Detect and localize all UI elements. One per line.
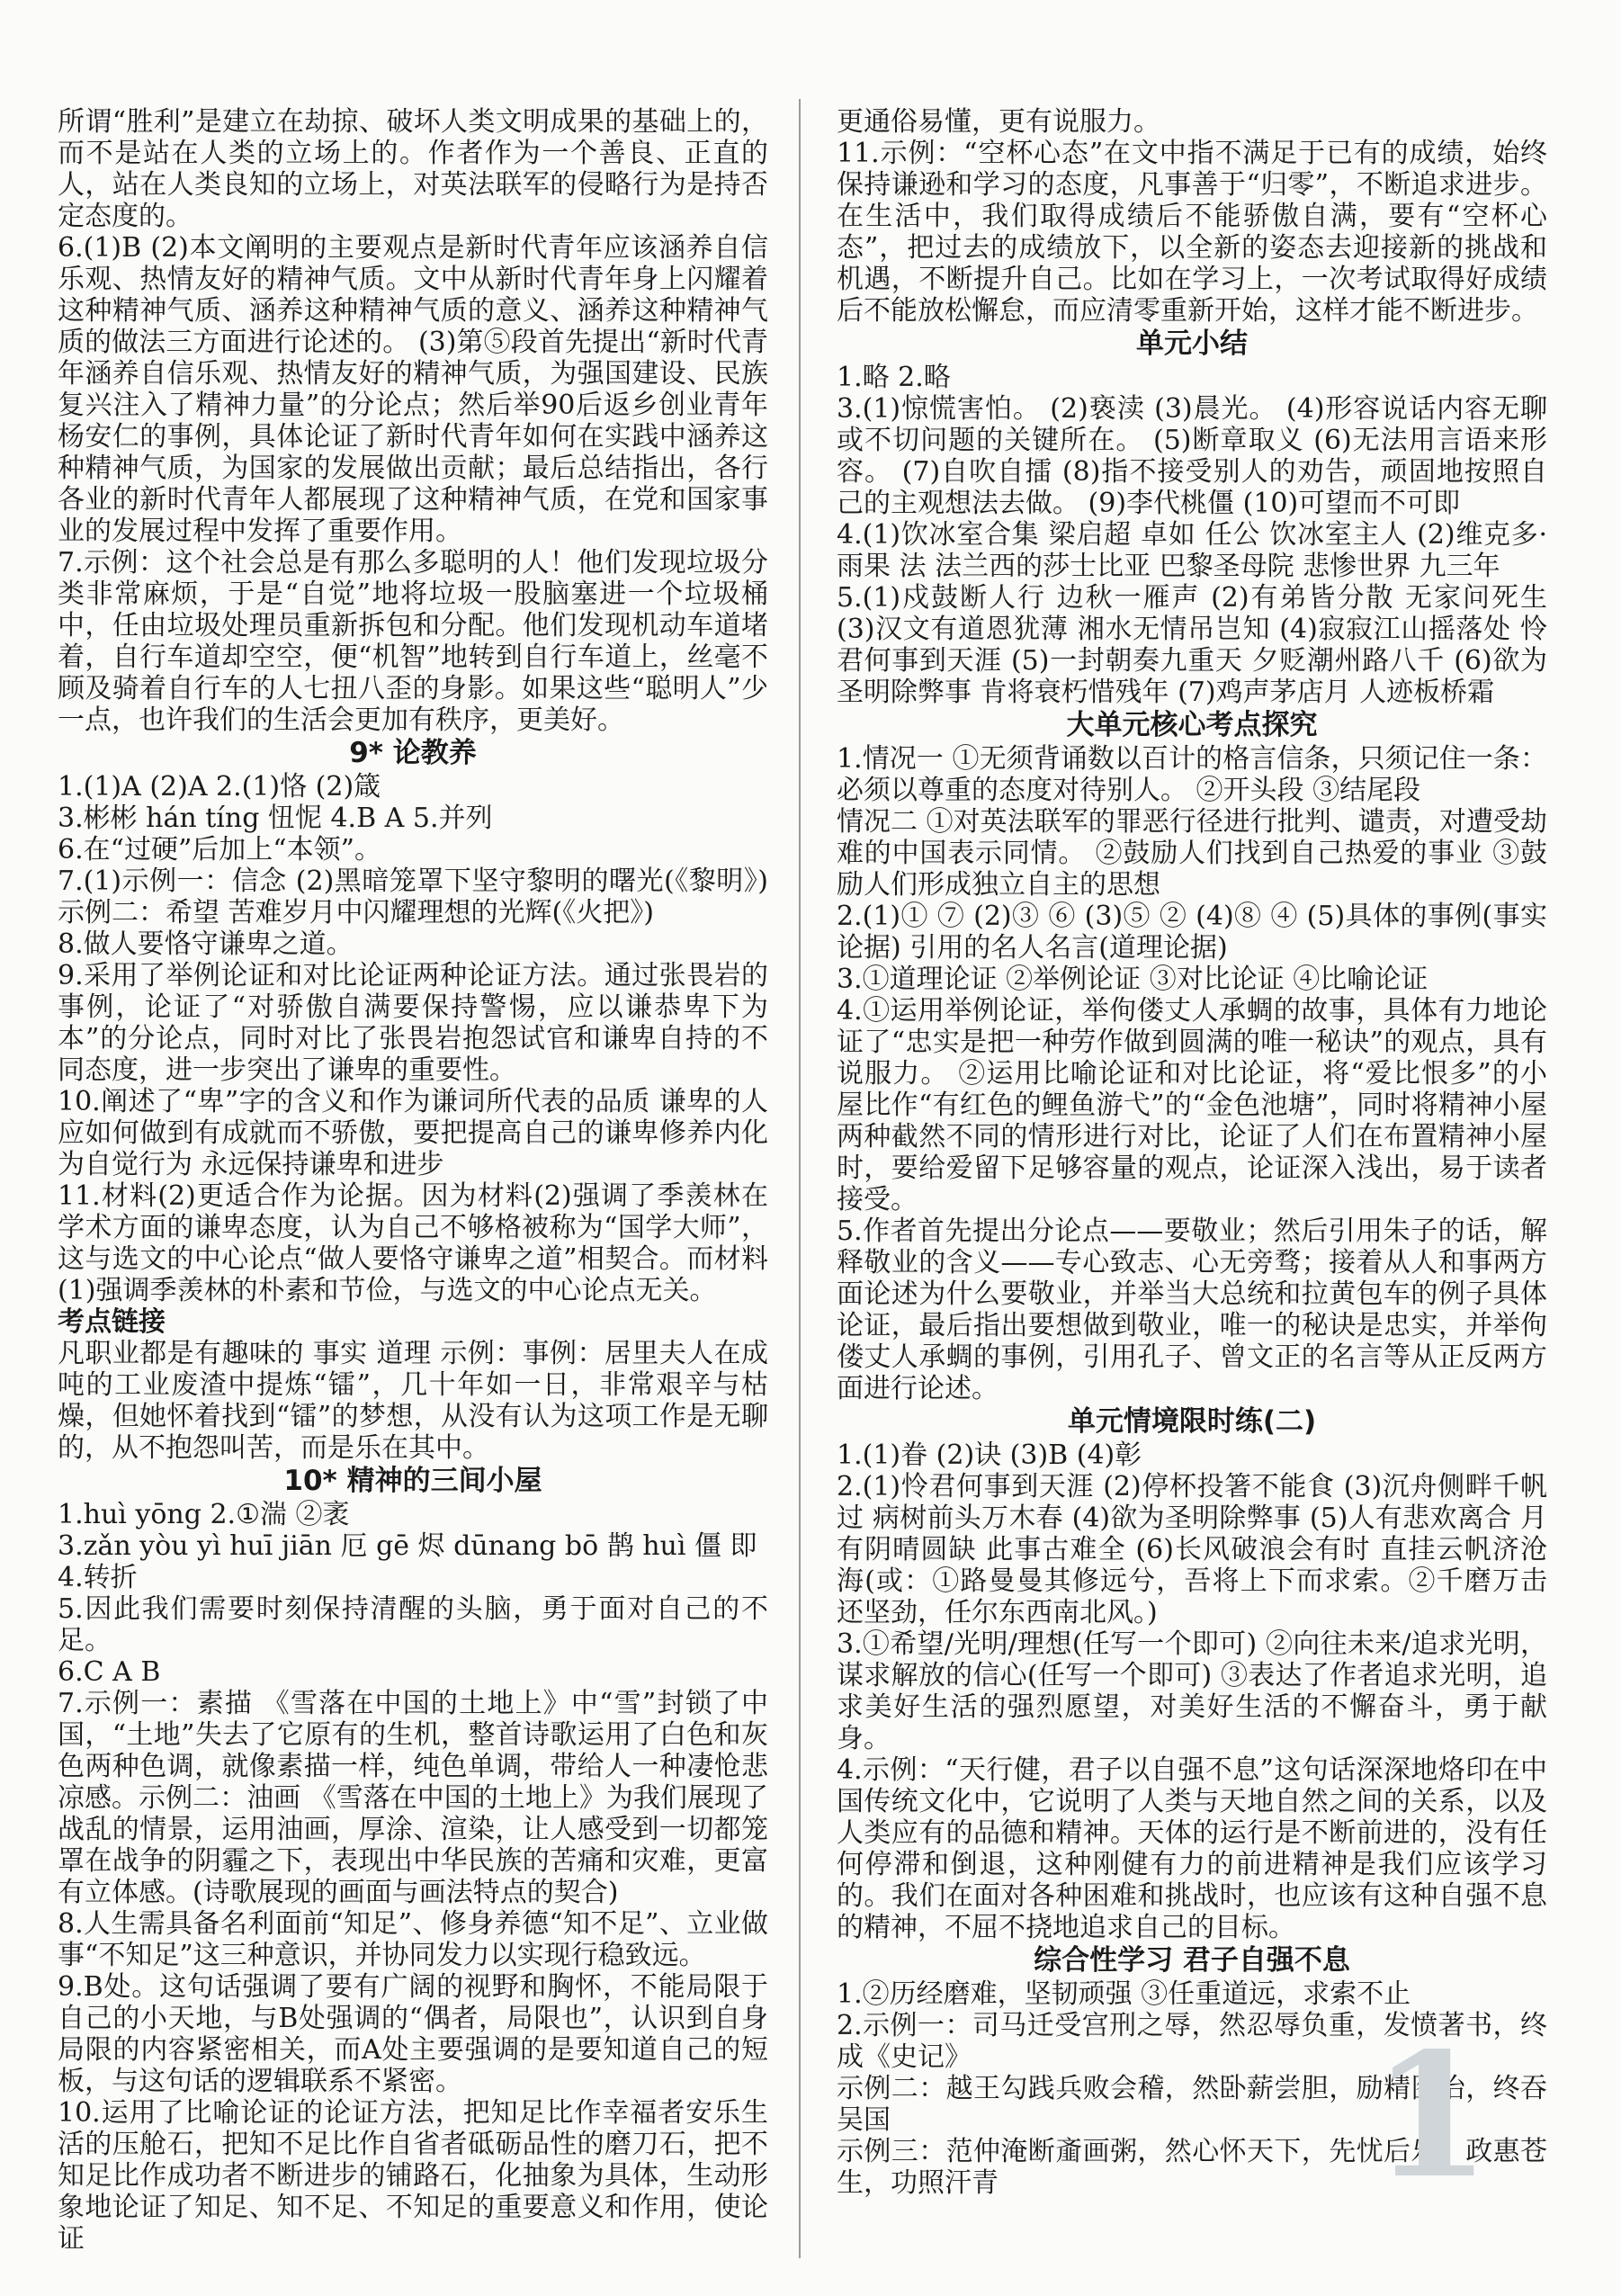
answer-paragraph: 5.(1)戍鼓断人行 边秋一雁声 (2)有弟皆分散 无家问死生 (3)汉文有道恩犹薄 湘水无情吊岂知 (4)寂寂江山摇落处 怜君何事到天涯 (5)一封朝奏九重天 夕贬潮州路八千 (6)欲为圣明除弊事 肯将衰朽惜残年 (7)鸡声茅店月 人迹板桥霜 [837,582,1547,708]
answer-paragraph: 1.(1)眷 (2)诀 (3)B (4)彰 [837,1439,1142,1471]
answer-paragraph: 11.材料(2)更适合作为论据。因为材料(2)强调了季羡林在学术方面的谦卑态度，认为自己不够格被称为“国学大师”，这与选文的中心论点“做人要恪守谦卑之道”相契合。而材料(1)强调季羡林的朴素和节俭，与选文的中心论点无关。 [58,1180,768,1306]
section-heading: 10* 精神的三间小屋 [283,1465,542,1497]
answer-paragraph: 7.(1)示例一：信念 (2)黑暗笼罩下坚守黎明的曙光(《黎明》) 示例二：希望 苦难岁月中闪耀理想的光辉(《火把》) [58,865,768,928]
answer-paragraph: 更通俗易懂，更有说服力。 [837,106,1160,138]
answer-paragraph: 1.情况一 ①无须背诵数以百计的格言信条，只须记住一条：必须以尊重的态度对待别人。 ②开头段 ③结尾段 [837,743,1547,806]
section-heading: 综合性学习 君子自强不息 [1034,1944,1350,1977]
answer-paragraph: 示例三：范仲淹断齑画粥，然心怀天下，先忧后乐，政惠苍生，功照汗青 [837,2136,1547,2199]
section-heading: 9* 论教养 [349,737,477,769]
answer-paragraph: 3.(1)惊慌害怕。 (2)亵渎 (3)晨光。 (4)形容说话内容无聊或不切问题的关键所在。 (5)断章取义 (6)无法用言语来形容。 (7)自吹自擂 (8)指不接受别人的劝告，顽固地按照自己的主观想法去做。 (9)李代桃僵 (10)可望而不可即 [837,393,1547,519]
answer-paragraph: 8.做人要恪守谦卑之道。 [58,928,354,960]
subsection-label: 考点链接 [58,1306,166,1338]
section-heading: 单元情境限时练(二) [1067,1405,1317,1438]
answer-paragraph: 1.②历经磨难，坚韧顽强 ③任重道远，求索不止 [837,1978,1411,2010]
right-column [837,106,1547,2199]
answer-paragraph: 4.(1)饮冰室合集 梁启超 卓如 任公 饮冰室主人 (2)维克多·雨果 法 法兰西的莎士比亚 巴黎圣母院 悲惨世界 九三年 [837,519,1547,582]
column-divider [799,99,801,2258]
page-number-watermark: 1 [1372,2015,1491,2216]
answer-paragraph: 1.(1)A (2)A 2.(1)恪 (2)箴 [58,771,381,803]
answer-paragraph: 6.C A B [58,1656,161,1688]
answer-paragraph: 2.(1)① ⑦ (2)③ ⑥ (3)⑤ ② (4)⑧ ④ (5)具体的事例(事实论据) 引用的名人名言(道理论据) [837,901,1547,964]
answer-paragraph: 4.转折 [58,1562,138,1593]
answer-paragraph: 7.示例：这个社会总是有那么多聪明的人！他们发现垃圾分类非常麻烦，于是“自觉”地将垃圾一股脑塞进一个垃圾桶中，任由垃圾处理员重新拆包和分配。他们发现机动车道堵着，自行车道却空空，便“机智”地转到自行车道上，丝毫不顾及骑着自行车的人七扭八歪的身影。如果这些“聪明人”少一点，也许我们的生活会更加有秩序，更美好。 [58,547,768,736]
left-column [58,106,768,2255]
answer-paragraph: 6.在“过硬”后加上“本领”。 [58,834,381,865]
section-heading: 大单元核心考点探究 [1066,709,1318,741]
answer-paragraph: 3.①道理论证 ②举例论证 ③对比论证 ④比喻论证 [837,964,1428,995]
answer-paragraph: 3.①希望/光明/理想(任写一个即可) ②向往未来/追求光明，谋求解放的信心(任写一个即可) ③表达了作者追求光明，追求美好生活的强烈愿望，对美好生活的不懈奋斗，勇于献身。 [837,1628,1547,1754]
answer-paragraph: 4.示例：“天行健，君子以自强不息”这句话深深地烙印在中国传统文化中，它说明了人类与天地自然之间的关系，以及人类应有的品德和精神。天体的运行是不断前进的，没有任何停滞和倒退，这种刚健有力的前进精神是我们应该学习的。我们在面对各种困难和挑战时，也应该有这种自强不息的精神，不屈不挠地追求自己的目标。 [837,1754,1547,1943]
section-heading: 单元小结 [1136,327,1248,360]
answer-paragraph: 6.(1)B (2)本文阐明的主要观点是新时代青年应该涵养自信乐观、热情友好的精神气质。文中从新时代青年身上闪耀着这种精神气质、涵养这种精神气质的意义、涵养这种精神气质的做法三方面进行论述的。 (3)第⑤段首先提出“新时代青年涵养自信乐观、热情友好的精神气质，为强国建设、民族复兴注入了精神力量”的分论点；然后举90后返乡创业青年杨安仁的事例，具体论证了新时代青年如何在实践中涵养这种精神气质，为国家的发展做出贡献；最后总结指出，各行各业的新时代青年人都展现了这种精神气质，在党和国家事业的发展过程中发挥了重要作用。 [58,232,768,547]
answer-paragraph: 8.人生需具备名利面前“知足”、修身养德“知不足”、立业做事“不知足”这三种意识，并协同发力以实现行稳致远。 [58,1908,768,1971]
answer-paragraph: 2.示例一：司马迁受宫刑之辱，然忍辱负重，发愤著书，终成《史记》 [837,2010,1547,2073]
answer-paragraph: 9.采用了举例论证和对比论证两种论证方法。通过张畏岩的事例，论证了“对骄傲自满要保持警惕，应以谦恭卑下为本”的分论点，同时对比了张畏岩抱怨试官和谦卑自持的不同态度，进一步突出了谦卑的重要性。 [58,960,768,1086]
answer-paragraph: 10.阐述了“卑”字的含义和作为谦词所代表的品质 谦卑的人应如何做到有成就而不骄傲，要把提高自己的谦卑修养内化为自觉行为 永远保持谦卑和进步 [58,1086,768,1180]
answer-paragraph: 5.因此我们需要时刻保持清醒的头脑，勇于面对自己的不足。 [58,1593,768,1656]
answer-paragraph: 11.示例：“空杯心态”在文中指不满足于已有的成绩，始终保持谦逊和学习的态度，凡事善于“归零”，不断追求进步。在生活中，我们取得成绩后不能骄傲自满，要有“空杯心态”，把过去的成绩放下，以全新的姿态去迎接新的挑战和机遇，不断提升自己。比如在学习上，一次考试取得好成绩后不能放松懈怠，而应清零重新开始，这样才能不断进步。 [837,138,1547,327]
answer-paragraph: 3.彬彬 hán tíng 忸怩 4.B A 5.并列 [58,803,493,834]
answer-paragraph: 4.①运用举例论证，举佝偻丈人承蜩的故事，具体有力地论证了“忠实是把一种劳作做到圆满的唯一秘诀”的观点，具有说服力。 ②运用比喻论证和对比论证，将“爱比恨多”的小屋比作“有红色的鲤鱼游弋”的“金色池塘”，同时将精神小屋两种截然不同的情形进行对比，论证了人们在布置精神小屋时，要给爱留下足够容量的观点，论证深入浅出，易于读者接受。 [837,995,1547,1215]
answer-paragraph: 情况二 ①对英法联军的罪恶行径进行批判、谴责，对遭受劫难的中国表示同情。 ②鼓励人们找到自己热爱的事业 ③鼓励人们形成独立自主的思想 [837,806,1547,901]
answer-paragraph: 所谓“胜利”是建立在劫掠、破坏人类文明成果的基础上的，而不是站在人类的立场上的。作者作为一个善良、正直的人，站在人类良知的立场上，对英法联军的侵略行为是持否定态度的。 [58,106,768,232]
answer-paragraph: 9.B处。这句话强调了要有广阔的视野和胸怀，不能局限于自己的小天地，与B处强调的“偶者，局限也”，认识到自身局限的内容紧密相关，而A处主要强调的是要知道自己的短板，与这句话的逻辑联系不紧密。 [58,1971,768,2097]
answer-paragraph: 1.huì yōng 2.①湍 ②袤 [58,1499,350,1530]
answer-paragraph: 3.zǎn yòu yì huī jiān 厄 gē 烬 dūnang bō 鹊 huì 僵 即 [58,1530,757,1562]
answer-paragraph: 5.作者首先提出分论点——要敬业；然后引用朱子的话，解释敬业的含义——专心致志、心无旁骛；接着从人和事两方面论述为什么要敬业，并举当大总统和拉黄包车的例子具体论证，最后指出要想做到敬业，唯一的秘诀是忠实，并举佝偻丈人承蜩的事例，引用孔子、曾文正的名言等从正反两方面进行论述。 [837,1215,1547,1404]
answer-paragraph: 10.运用了比喻论证的论证方法，把知足比作幸福者安乐生活的压舱石，把知不足比作自省者砥砺品性的磨刀石，把不知足比作成功者不断进步的铺路石，化抽象为具体，生动形象地论证了知足、知不足、不知足的重要意义和作用，使论证 [58,2097,768,2255]
answer-paragraph: 1.略 2.略 [837,362,951,393]
answer-paragraph: 示例二：越王勾践兵败会稽，然卧薪尝胆，励精图治，终吞吴国 [837,2073,1547,2136]
answer-paragraph: 2.(1)怜君何事到天涯 (2)停杯投箸不能食 (3)沉舟侧畔千帆过 病树前头万木春 (4)欲为圣明除弊事 (5)人有悲欢离合 月有阴晴圆缺 此事古难全 (6)长风破浪会有时 直挂云帆济沧海(或：①路曼曼其修远兮，吾将上下而求索。②千磨万击还坚劲，任尔东西南北风。) [837,1471,1547,1628]
answer-paragraph: 7.示例一：素描 《雪落在中国的土地上》中“雪”封锁了中国，“土地”失去了它原有的生机，整首诗歌运用了白色和灰色两种色调，就像素描一样，纯色单调，带给人一种凄怆悲凉感。示例二：油画 《雪落在中国的土地上》为我们展现了战乱的情景，运用油画，厚涂、渲染，让人感受到一切都笼罩在战争的阴霾之下，表现出中华民族的苦痛和灾难，更富有立体感。(诗歌展现的画面与画法特点的契合) [58,1688,768,1908]
answer-paragraph: 凡职业都是有趣味的 事实 道理 示例：事例：居里夫人在成吨的工业废渣中提炼“镭”，几十年如一日，非常艰辛与枯燥，但她怀着找到“镭”的梦想，从没有认为这项工作是无聊的，从不抱怨叫苦，而是乐在其中。 [58,1338,768,1464]
